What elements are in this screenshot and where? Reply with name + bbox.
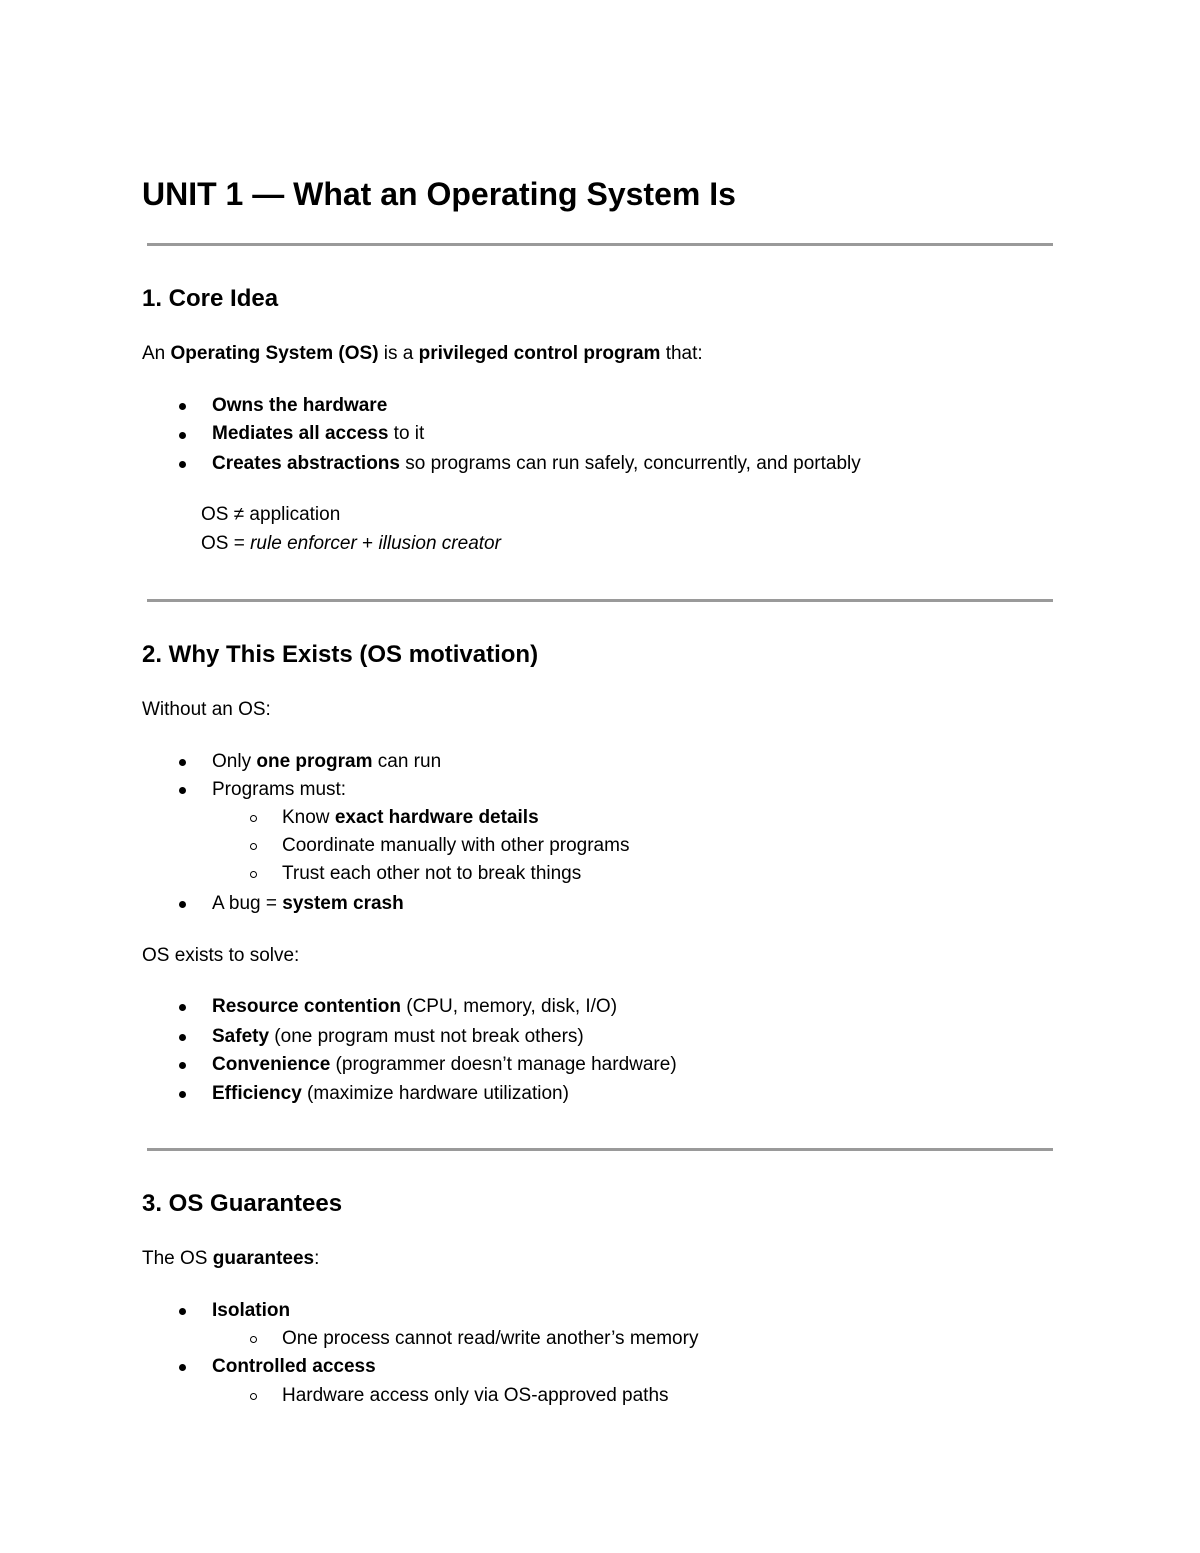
sub-list-item: Hardware access only via OS-approved paths xyxy=(282,1385,669,1406)
hollow-bullet-icon xyxy=(250,1336,257,1343)
list-item: Convenience (programmer doesn’t manage hardware) xyxy=(212,1054,677,1075)
list-item: Isolation xyxy=(212,1300,291,1321)
bullet-icon xyxy=(179,403,186,410)
list-item: Owns the hardware xyxy=(212,395,388,416)
list-item: Resource contention (CPU, memory, disk, I/O) xyxy=(212,996,618,1017)
list-item: Safety (one program must not break others) xyxy=(212,1026,584,1047)
bullet-icon xyxy=(179,1091,186,1098)
bullet-icon xyxy=(179,1004,186,1011)
hollow-bullet-icon xyxy=(250,871,257,878)
list-item: Creates abstractions so programs can run safely, concurrently, and portably xyxy=(212,453,861,474)
list-item: Mediates all access to it xyxy=(212,423,425,444)
sub-list-item: Trust each other not to break things xyxy=(282,863,582,884)
bullet-icon xyxy=(179,461,186,468)
bullet-icon xyxy=(179,1364,186,1371)
divider xyxy=(147,1148,1053,1151)
bullet-icon xyxy=(179,1034,186,1041)
divider xyxy=(147,599,1053,602)
sub-list-item: Coordinate manually with other programs xyxy=(282,835,630,856)
section-heading-why-this-exists: 2. Why This Exists (OS motivation) xyxy=(142,641,539,668)
paragraph: The OS guarantees: xyxy=(142,1248,320,1269)
hollow-bullet-icon xyxy=(250,1393,257,1400)
bullet-icon xyxy=(179,1062,186,1069)
sub-list-item: One process cannot read/write another’s memory xyxy=(282,1328,699,1349)
paragraph: Without an OS: xyxy=(142,699,271,720)
core-idea-intro: An Operating System (OS) is a privileged control program that: xyxy=(142,343,703,364)
bullet-icon xyxy=(179,1308,186,1315)
list-item: Efficiency (maximize hardware utilization) xyxy=(212,1083,569,1104)
page-title: UNIT 1 — What an Operating System Is xyxy=(142,176,736,212)
list-item: A bug = system crash xyxy=(212,893,404,914)
hollow-bullet-icon xyxy=(250,843,257,850)
note-line: OS = rule enforcer + illusion creator xyxy=(201,533,501,554)
bullet-icon xyxy=(179,759,186,766)
list-item: Only one program can run xyxy=(212,751,442,772)
list-item: Controlled access xyxy=(212,1356,376,1377)
divider xyxy=(147,243,1053,246)
note-line: OS ≠ application xyxy=(201,504,341,525)
sub-list-item: Know exact hardware details xyxy=(282,807,539,828)
section-heading-os-guarantees: 3. OS Guarantees xyxy=(142,1190,343,1217)
paragraph: OS exists to solve: xyxy=(142,945,300,966)
bullet-icon xyxy=(179,901,186,908)
section-heading-core-idea: 1. Core Idea xyxy=(142,285,279,312)
bullet-icon xyxy=(179,787,186,794)
list-item: Programs must: xyxy=(212,779,347,800)
hollow-bullet-icon xyxy=(250,815,257,822)
bullet-icon xyxy=(179,432,186,439)
